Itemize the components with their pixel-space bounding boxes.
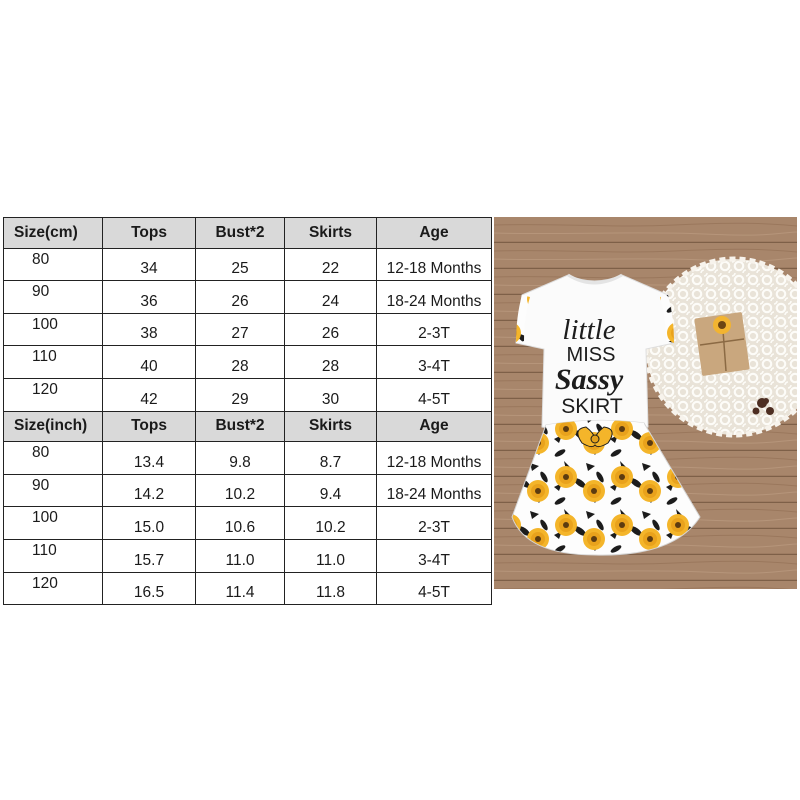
cell-size: 110 [4, 346, 103, 379]
cell-size: 120 [4, 572, 103, 605]
cell-age: 4-5T [377, 572, 492, 605]
cell-bust: 26 [196, 281, 285, 314]
header-cell-skirts: Skirts [285, 218, 377, 249]
cell-size: 100 [4, 313, 103, 346]
gift-card-with-sunflower [694, 312, 750, 376]
cell-tops: 16.5 [103, 572, 196, 605]
header-cell-size: Size(inch) [4, 411, 103, 442]
table-row [4, 572, 492, 605]
header-cell-age: Age [377, 411, 492, 442]
shirt-text-line: SKIRT [561, 395, 623, 418]
cell-age: 4-5T [377, 378, 492, 411]
cell-tops: 34 [103, 248, 196, 281]
cell-age: 2-3T [377, 507, 492, 540]
cell-skirts: 9.4 [285, 474, 377, 507]
cell-bust: 29 [196, 378, 285, 411]
cell-size: 80 [4, 442, 103, 475]
cell-bust: 10.6 [196, 507, 285, 540]
cell-skirts: 26 [285, 313, 377, 346]
size-chart-body [4, 218, 492, 605]
table-row [4, 281, 492, 314]
cell-age: 18-24 Months [377, 281, 492, 314]
cell-age: 12-18 Months [377, 248, 492, 281]
cell-bust: 11.0 [196, 539, 285, 572]
cell-age: 18-24 Months [377, 474, 492, 507]
header-cell-skirts: Skirts [285, 411, 377, 442]
cell-skirts: 11.8 [285, 572, 377, 605]
header-cell-tops: Tops [103, 411, 196, 442]
table-row [4, 346, 492, 379]
shirt-text-line: little [562, 314, 616, 346]
cell-tops: 42 [103, 378, 196, 411]
shirt-print-text [555, 314, 624, 418]
cell-skirts: 28 [285, 346, 377, 379]
table-row [4, 313, 492, 346]
table-row [4, 442, 492, 475]
cell-tops: 15.7 [103, 539, 196, 572]
cell-tops: 38 [103, 313, 196, 346]
cell-bust: 11.4 [196, 572, 285, 605]
cell-age: 2-3T [377, 313, 492, 346]
shirt-text-line: Sassy [554, 363, 624, 396]
header-cell-bust: Bust*2 [196, 218, 285, 249]
cell-size: 110 [4, 539, 103, 572]
size-chart-table [3, 217, 492, 605]
cell-size: 80 [4, 248, 103, 281]
cell-age: 12-18 Months [377, 442, 492, 475]
cell-bust: 10.2 [196, 474, 285, 507]
table-row [4, 507, 492, 540]
cell-bust: 27 [196, 313, 285, 346]
shirt-text-line: MISS [566, 344, 616, 366]
cell-skirts: 22 [285, 248, 377, 281]
cell-tops: 40 [103, 346, 196, 379]
cell-skirts: 11.0 [285, 539, 377, 572]
cell-size: 120 [4, 378, 103, 411]
header-cell-size: Size(cm) [4, 218, 103, 249]
table-row [4, 378, 492, 411]
cell-tops: 13.4 [103, 442, 196, 475]
cell-size: 90 [4, 281, 103, 314]
cell-skirts: 30 [285, 378, 377, 411]
cell-tops: 14.2 [103, 474, 196, 507]
table-row [4, 474, 492, 507]
cell-skirts: 10.2 [285, 507, 377, 540]
table-header-row [4, 411, 492, 442]
cell-size: 90 [4, 474, 103, 507]
cell-bust: 9.8 [196, 442, 285, 475]
product-photo [494, 217, 797, 589]
header-cell-bust: Bust*2 [196, 411, 285, 442]
table-row [4, 248, 492, 281]
table-row [4, 539, 492, 572]
cell-bust: 25 [196, 248, 285, 281]
header-cell-age: Age [377, 218, 492, 249]
cell-skirts: 24 [285, 281, 377, 314]
cell-skirts: 8.7 [285, 442, 377, 475]
cell-bust: 28 [196, 346, 285, 379]
cell-size: 100 [4, 507, 103, 540]
table-header-row [4, 218, 492, 249]
cell-tops: 15.0 [103, 507, 196, 540]
cell-age: 3-4T [377, 346, 492, 379]
cell-tops: 36 [103, 281, 196, 314]
header-cell-tops: Tops [103, 218, 196, 249]
cell-age: 3-4T [377, 539, 492, 572]
